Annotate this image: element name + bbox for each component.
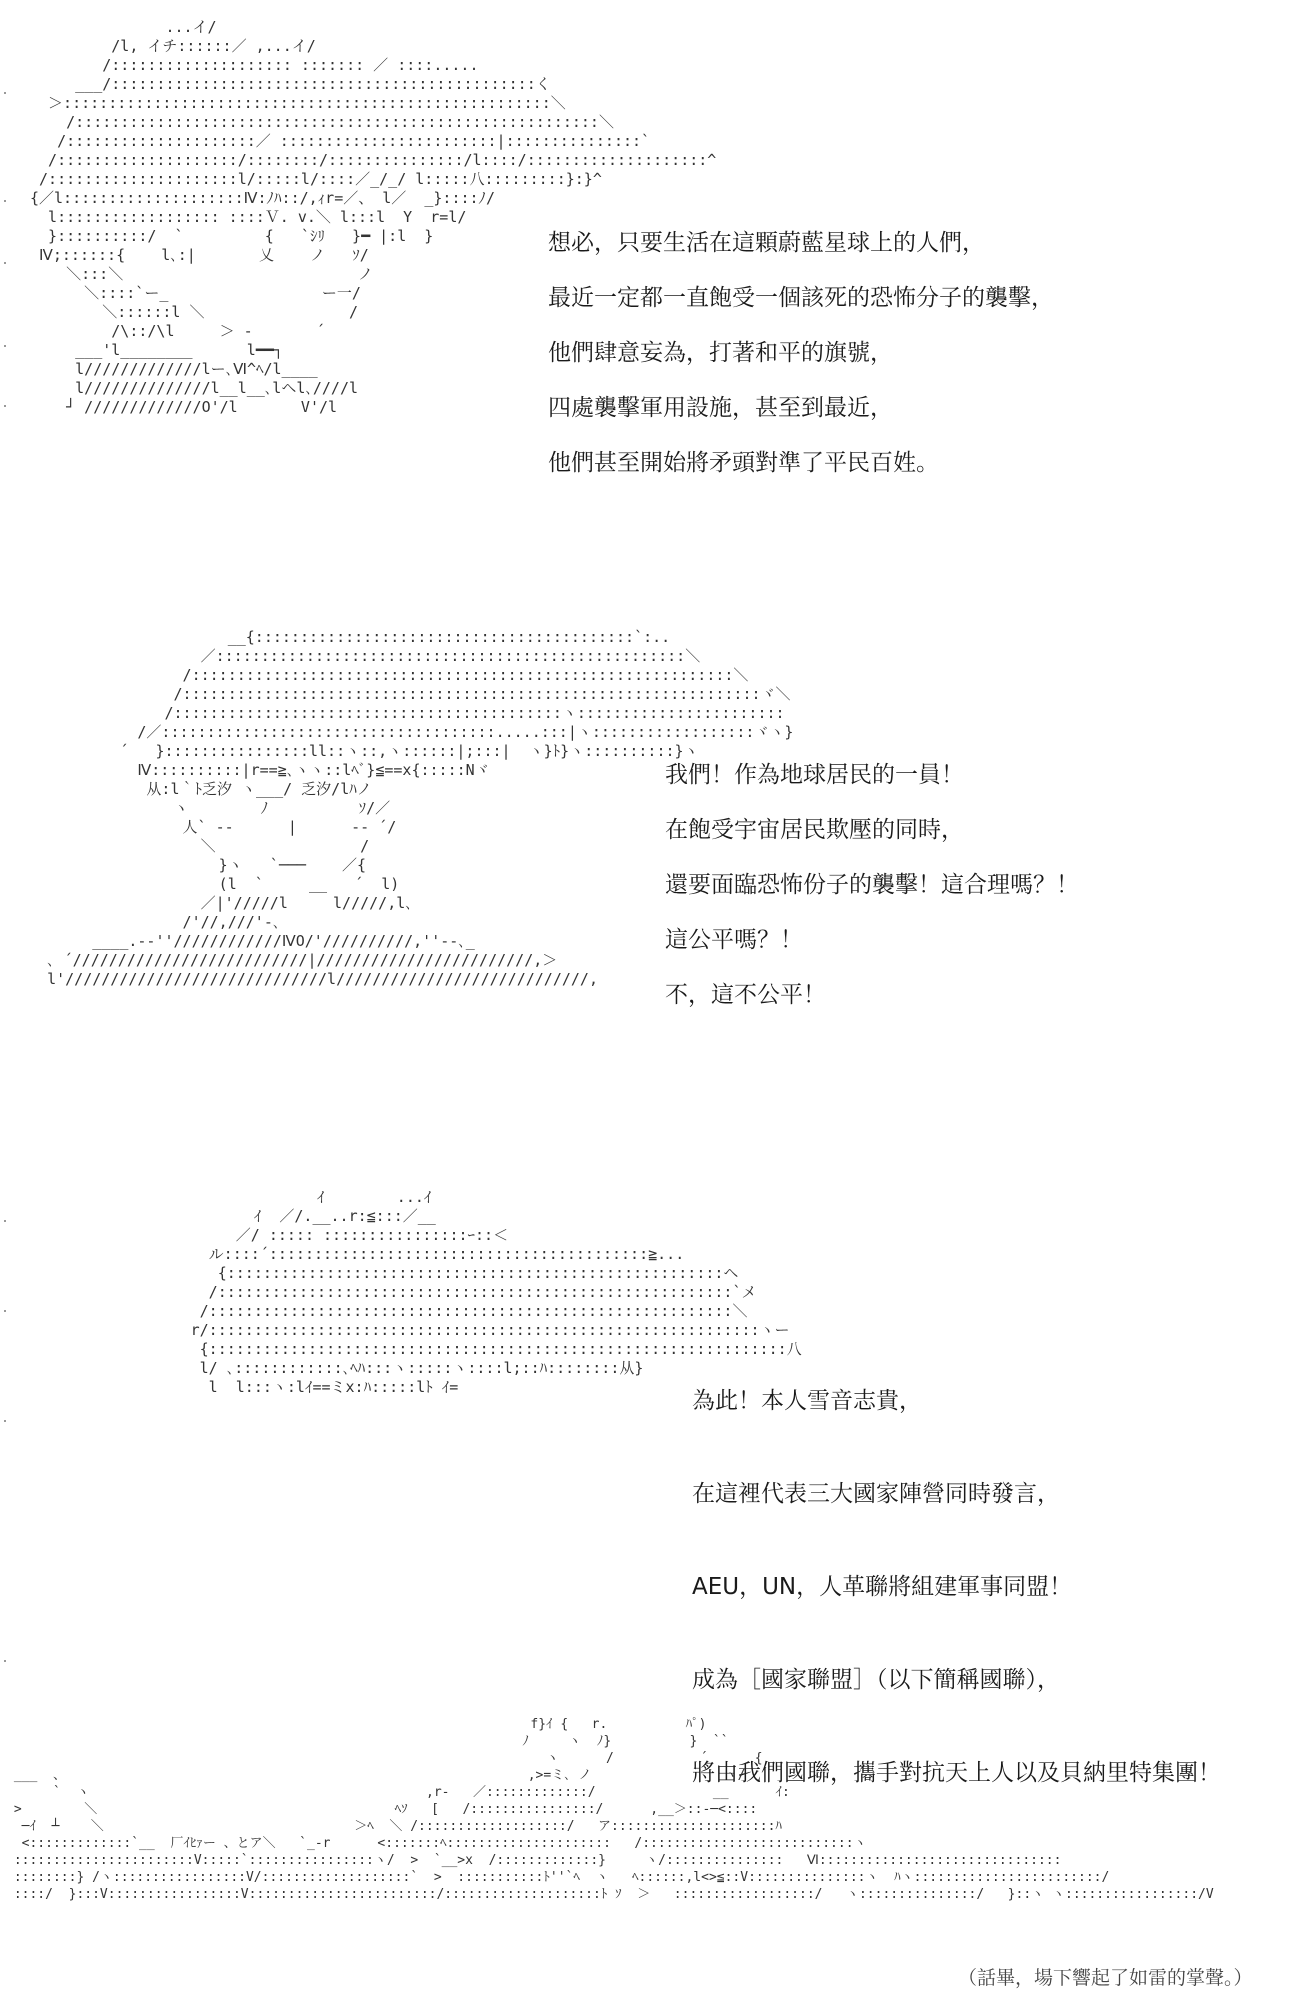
ascii-art-character-2: __{::::::::::::::::::::::::::::::::::::::::::`:.. ／::::::::::::::::::::::::::::::::::::::::::::::::::::＼ /::::::::::::::::::::::::::::::::::::::::::::::::::::::::::::＼ /::::::::::::::::::::::::::::::::::::::::::::::::::::::::::::::::ヾ＼ /:::::::::::::::::::::::::::::::::::::::::::ヽ::::::::::::::::::::::: /／:::::::::::::::::::::::::::::::::::::.....:::|ヽ::::::::::::::::::ヾヽ} ´ }::::::::::::::::ll::ヽ::,ヽ::::::|;:::| ヽ}ﾄ}ヽ::::::::::}ヽ Ⅳ::::::::::|r==≧､ヽヽ::lﾍﾞ}≦==x{:::::Nヾ 从:l｀ﾄ乏汐 ヽ___/ 乏汐/lﾊノ ヽ ﾉ ｿ/／ 人` -- | -- ´/ ＼ / }ヽ `─── ／{ (l ` __ ´ l) ／|'/////l l/////,l､ /'//,///'-､ ____.-‐''////////////ⅣO/'//////////,''‐-､_ ､ ´//////////////////////////|////////////////////////,＞ l'/////////////////////////////l////////////////////////////,: [47, 628, 794, 988]
panel-3: [0, 1160, 1300, 1786]
panel-4: [0, 1680, 1300, 2000]
dialogue-line: 四處襲擊軍用設施，甚至到最近，: [548, 395, 893, 421]
dialogue-1: [548, 232, 1054, 507]
dialogue-line: 不，這不公平！: [665, 982, 826, 1008]
panel-2: [0, 600, 1300, 1160]
dialogue-line: 他們肆意妄為，打著和平的旗號，: [548, 340, 893, 366]
dialogue-line: 最近一定都一直飽受一個該死的恐怖分子的襲擊，: [548, 285, 1054, 311]
dialogue-line: 成為［國家聯盟］（以下簡稱國聯），: [692, 1667, 1060, 1693]
dialogue-line: 我們！作為地球居民的一員！: [665, 762, 964, 788]
dialogue-line: 想必，只要生活在這顆蔚藍星球上的人們，: [548, 230, 985, 256]
ascii-art-crowd: f}ｲ { r. ﾊﾟ) ﾉ ヽ ﾉ} } `` ヽ / ´ { ___ 、 ,>=ミ､ ノ ヽ/ ` ヽ ,r- ／:::::::::::::/ __ ｲ: > ＼ ﾍｿ [ /::::::::::::::::/ ,__＞::‐─<:::: ─ｲ ┴ ＼ ＞ﾍ ＼ /:::::::::::::::::::/ ア:::::::::::::::::::::ﾊ <:::::::::::::`__ 厂ｲﾋｧー 、とア＼ `_-r <:::::::ﾍ::::::::::::::::::::: /:::::::::::::::::::::::::::ヽ :::::::::::::::::::::::V:::::`::::::::::::::::ヽ/ > `__>x /:::::::::::::} ヽ/::::::::::::::: Ⅵ::::::::::::::::::::::::::::::: ::::::::} /ヽ:::::::::::::::::V/:::::::::::::::::::` > :::::::::::ﾄ''`ﾍ ヽ ﾍ::::::,l<>≦::V:::::::::::::::ヽ ﾊヽ::::::::::::::::::::::::/ ::::/ }:::V:::::::::::::::::V::::::::::::::::::::::::/::::::::::::::::::::ﾄ ｿ ＞ ::::::::::::::::::/ ヽ:::::::::::::::/ }::ヽ ヽ:::::::::::::::::/V: [13, 1717, 1214, 1902]
dialogue-line: 還要面臨恐怖份子的襲擊！這合理嗎？！: [665, 872, 1079, 898]
dialogue-line: 他們甚至開始將矛頭對準了平民百姓。: [548, 450, 939, 476]
dialogue-line: 這公平嗎？！: [665, 927, 803, 953]
margin-marks: [4, 0, 8, 2000]
dialogue-line: AEU，UN，人革聯將組建軍事同盟！: [692, 1574, 1073, 1600]
dialogue-line: 為此！本人雪音志貴，: [692, 1388, 922, 1414]
dialogue-line: 在飽受宇宙居民欺壓的同時，: [665, 817, 964, 843]
dialogue-line: 將由我們國聯，攜手對抗天上人以及貝納里特集團！: [692, 1760, 1221, 1786]
dialogue-line: 在這裡代表三大國家陣營同時發言，: [692, 1481, 1060, 1507]
caption: （話畢，場下響起了如雷的掌聲。）: [958, 1967, 1253, 1989]
ascii-art-character-1: ...イ/ /l, イチ::::::／ ,...イ/ /:::::::::::::::::::: ::::::: ／ ::::..... ___/:::::::::::::::::::::::::::::::::::::::::::::::く ＞::::::::::::::::::::::::::::::::::::::::::::::::::::::＼ /::::::::::::::::::::::::::::::::::::::::::::::::::::::::::＼ /:::::::::::::::::::::／ ::::::::::::::::::::::::|:::::::::::::::` /::::::::::::::::::::/::::::::/:::::::::::::::/l::::/::::::::::::::::::::^ /:::::::::::::::::::::l/:::::l/::::／_/_/ l:::::八:::::::::}:}^ {／l::::::::::::::::::::Ⅳ:ﾉﾊ::/,ｨr=／、 l／ _}::::ﾉ/ l:::::::::::::::::: ::::Ｖ. v.＼ l:::l Y r=l/ }::::::::::/ ` { `ｼﾘ }━ |:l } Ⅳ;::::::{ l､:| 乂 ノ ｿ/ ＼:::＼ ノ ＼::::`ー_ ー一/ ＼::::::l ＼ / /\::/\l ＞ - ´ ___'l________ l━━┐ l/////////////lー､Ⅵ^ﾍ/l____ l//////////////l__l__､lヘl､////l ┘ /////////////O'/l V'/l: [30, 18, 717, 416]
panel-1: [0, 0, 1300, 600]
dialogue-2: [665, 764, 1079, 1039]
ascii-art-character-3: ｲ ...ｲ ｲ ／/.__..r:≦:::／__ ／/ ::::: ::::::::::::::::ｰ::＜ ル::::´::::::::::::::::::::::::::::::::::::::::::≧... {:::::::::::::::::::::::::::::::::::::::::::::::::::::::ヘ /:::::::::::::::::::::::::::::::::::::::::::::::::::::::::`メ /::::::::::::::::::::::::::::::::::::::::::::::::::::::::::＼ r/:::::::::::::::::::::::::::::::::::::::::::::::::::::::::::::ヽー {::::::::::::::::::::::::::::::::::::::::::::::::::::::::::::::::八 l/ ､::::::::::::､ﾍﾊ:::ヽ:::::ヽ::::l;::ﾊ::::::::从} l l:::ヽ:lｲ==ミx:ﾊ:::::lﾄ ｲ= 為此！本人雪音志貴， 在這裡代表三大國家陣營同時發言， AEU，UN，人革聯將組建軍事同盟！ 成為［國家聯盟］（以下簡稱國聯）， 將由我們國聯，攜手對抗天上人以及貝納里特集團！: [10, 1188, 802, 1416]
